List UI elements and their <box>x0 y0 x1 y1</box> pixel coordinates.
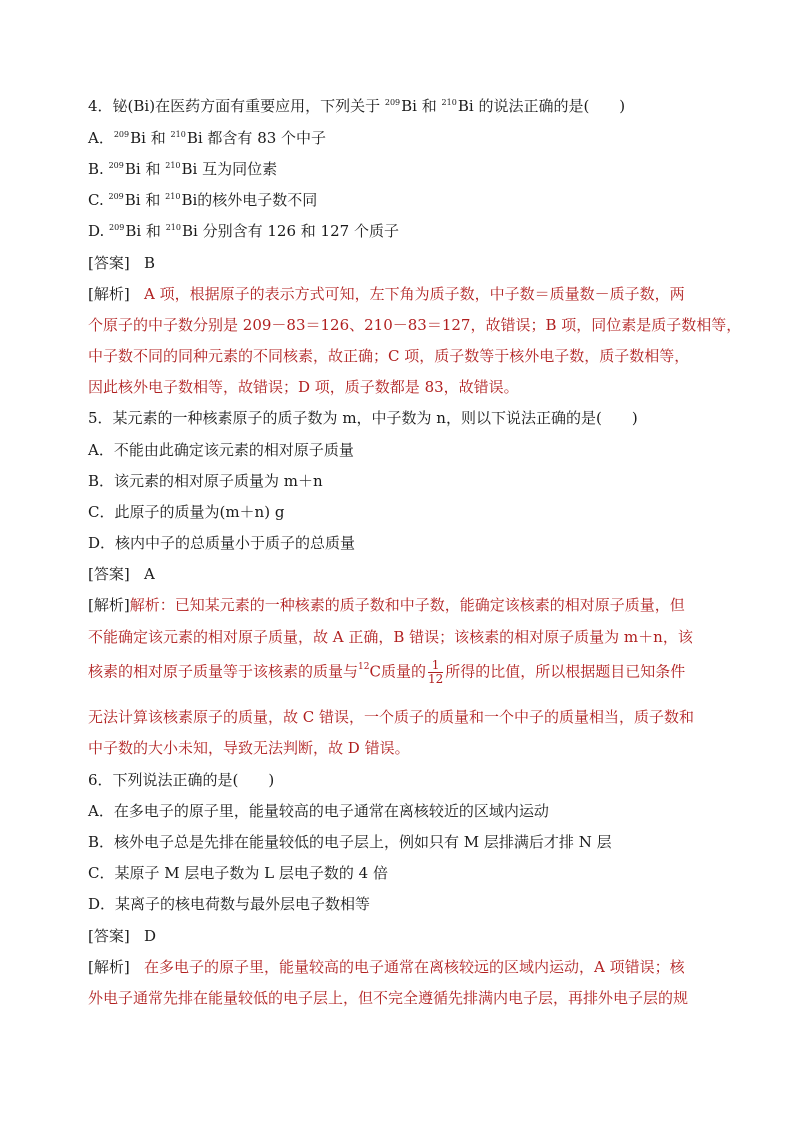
q6-option-b: B．核外电子总是先排在能量较低的电子层上，例如只有 M 层排满后才排 N 层 <box>88 833 612 851</box>
q5-option-a: A．不能由此确定该元素的相对原子质量 <box>88 441 354 459</box>
q4-analysis-line-1: [解析] A 项，根据原子的表示方式可知，左下角为质子数，中子数＝质量数－质子数，两 <box>88 285 685 303</box>
q4-analysis-line-4: 因此核外电子数相等，故错误；D 项，质子数都是 83，故错误。 <box>88 378 519 396</box>
q5-option-b: B．该元素的相对原子质量为 m＋n <box>88 472 323 490</box>
q5-option-c: C．此原子的质量为(m＋n) g <box>88 503 285 521</box>
q6-stem: 6．下列说法正确的是( ) <box>88 771 275 789</box>
q5-stem: 5．某元素的一种核素原子的质子数为 m，中子数为 n，则以下说法正确的是( ) <box>88 409 638 427</box>
q4-option-a: A．$^{209}$Bi 和 $^{210}$Bi 都含有 83 个中子 <box>88 129 327 147</box>
q4-option-d: D. $^{209}$Bi 和 $^{210}$Bi 分别含有 126 和 127 个质子 <box>88 222 399 240</box>
isotope-bi-209: $^{209}$Bi <box>384 97 417 115</box>
q6-option-a: A．在多电子的原子里，能量较高的电子通常在离核较近的区域内运动 <box>88 802 549 820</box>
q4-analysis-line-3: 中子数不同的同种元素的不同核素，故正确；C 项，质子数等于核外电子数，质子数相等， <box>88 347 690 365</box>
q5-analysis-line-5: 中子数的大小未知，导致无法判断，故 D 错误。 <box>88 739 410 757</box>
q5-analysis-line-3: 核素的相对原子质量等于该核素的质量与$^{12}$C质量的 $\frac{1}{12}$ 所得的比值，所以根据题目已知条件 <box>88 658 686 686</box>
q6-answer: [答案] D <box>88 927 157 945</box>
q4-option-b: B. $^{209}$Bi 和 $^{210}$Bi 互为同位素 <box>88 160 278 178</box>
q4-stem: 4．铋(Bi)在医药方面有重要应用，下列关于 $^{209}$Bi 和 $^{210}$Bi 的说法正确的是( ) <box>88 97 626 115</box>
q5-answer: [答案] A <box>88 565 155 583</box>
q5-analysis-line-2: 不能确定该元素的相对原子质量，故 A 正确，B 错误；该核素的相对原子质量为 m＋n，该 <box>88 628 693 646</box>
fraction-one-twelfth: $\frac{1}{12}$ <box>427 658 444 686</box>
q6-analysis-line-1: [解析] 在多电子的原子里，能量较高的电子通常在离核较远的区域内运动，A 项错误；核 <box>88 958 685 976</box>
q6-analysis-line-2: 外电子通常先排在能量较低的电子层上，但不完全遵循先排满内电子层，再排外电子层的规 <box>88 989 689 1007</box>
q4-analysis-line-2: 个原子的中子数分别是 209－83＝126、210－83＝127，故错误；B 项，同位素是质子数相等， <box>88 316 742 334</box>
q5-analysis-line-4: 无法计算该核素原子的质量，故 C 错误，一个质子的质量和一个中子的质量相当，质子数和 <box>88 708 695 726</box>
q4-option-c: C. $^{209}$Bi 和 $^{210}$Bi的核外电子数不同 <box>88 191 318 209</box>
q6-option-d: D．某离子的核电荷数与最外层电子数相等 <box>88 895 371 913</box>
isotope-bi-210: $^{210}$Bi <box>441 97 474 115</box>
q6-option-c: C．某原子 M 层电子数为 L 层电子数的 4 倍 <box>88 864 388 882</box>
q5-analysis-line-1: [解析]解析：已知某元素的一种核素的质子数和中子数，能确定该核素的相对原子质量，但 <box>88 596 685 614</box>
q5-option-d: D．核内中子的总质量小于质子的总质量 <box>88 534 356 552</box>
q4-answer: [答案] B <box>88 254 156 272</box>
